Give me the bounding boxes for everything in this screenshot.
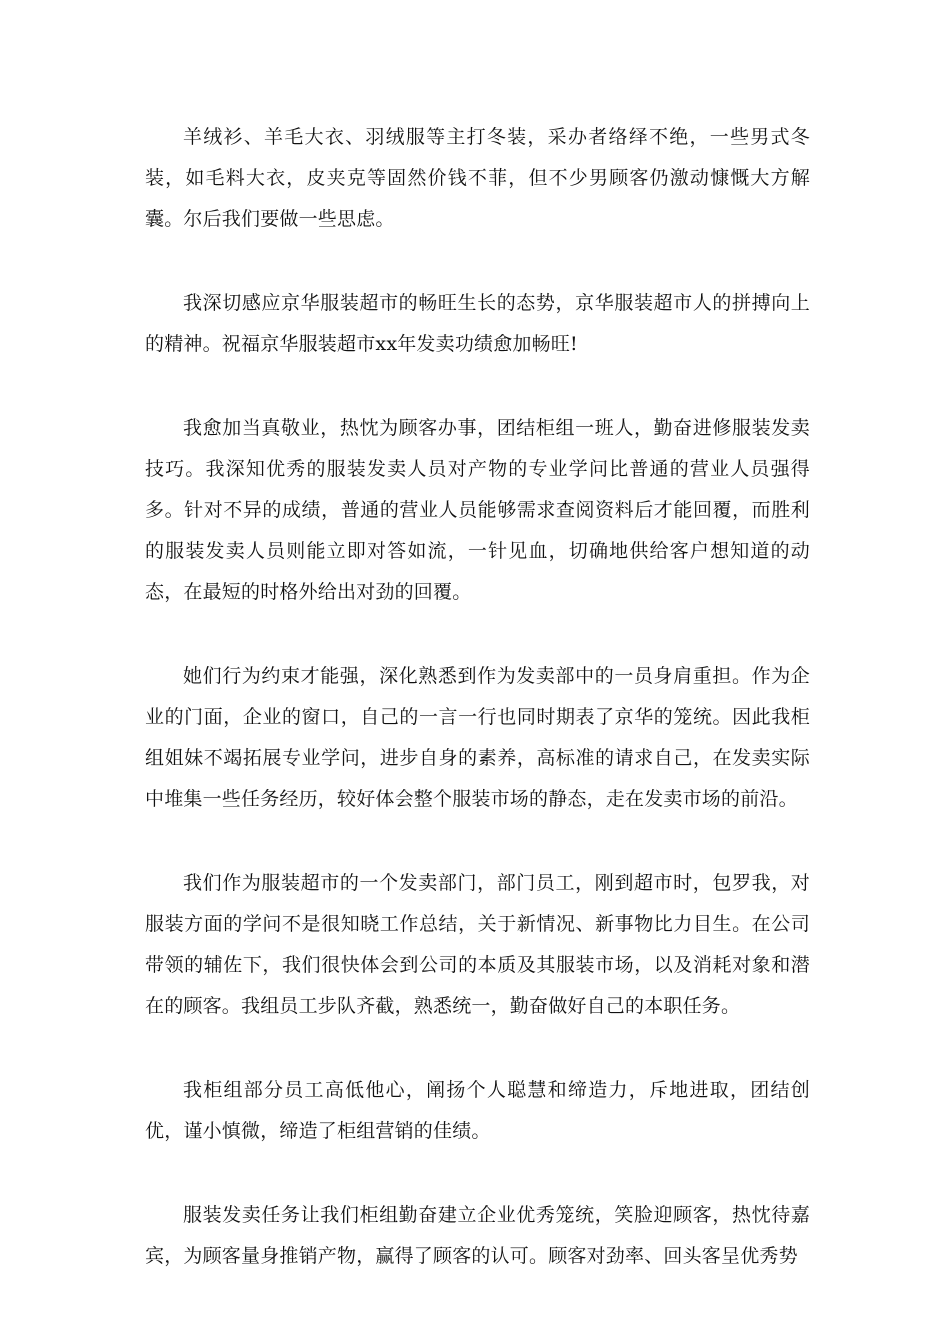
document-body [145,117,810,1320]
paragraph-7: 服装发卖任务让我们柜组勤奋建立企业优秀笼统，笑脸迎顾客，热忱待嘉宾，为顾客量身推销产物，赢得了顾客的认可。顾客对劲率、回头客呈优秀势 [145,1204,810,1267]
paragraph-3: 我愈加当真敬业，热忱为顾客办事，团结柜组一班人，勤奋进修服装发卖技巧。我深知优秀的服装发卖人员对产物的专业学问比普通的营业人员强得多。针对不异的成绩，普通的营业人员能够需求查阅资料后才能回覆，而胜利的服装发卖人员则能立即对答如流，一针见血，切确地供给客户想知道的动态，在最短的时格外给出对劲的回覆。 [145,417,810,603]
paragraph-1: 羊绒衫、羊毛大衣、羽绒服等主打冬装，采办者络绎不绝，一些男式冬装，如毛料大衣，皮夹克等固然价钱不菲，但不少男顾客仍激动慷慨大方解囊。尔后我们要做一些思虑。 [145,126,810,230]
paragraph-6: 我柜组部分员工高低他心，阐扬个人聪慧和缔造力，斥地进取，团结创优，谨小慎微，缔造了柜组营销的佳绩。 [145,1079,810,1142]
paragraph-4: 她们行为约束才能强，深化熟悉到作为发卖部中的一员身肩重担。作为企业的门面，企业的窗口，自己的一言一行也同时期表了京华的笼统。因此我柜组姐妹不竭拓展专业学问，进步自身的素养，高标准的请求自己，在发卖实际中堆集一些任务经历，较好体会整个服装市场的静态，走在发卖市场的前沿。 [145,665,810,810]
paragraph-5: 我们作为服装超市的一个发卖部门，部门员工，刚到超市时，包罗我，对服装方面的学问不是很知晓工作总结，关于新情况、新事物比力目生。在公司带领的辅佐下，我们很快体会到公司的本质及其服装市场，以及消耗对象和潜在的顾客。我组员工步队齐截，熟悉统一，勤奋做好自己的本职任务。 [145,872,810,1017]
paragraph-2: 我深切感应京华服装超市的畅旺生长的态势，京华服装超市人的拼搏向上的精神。祝福京华服装超市xx年发卖功绩愈加畅旺! [145,292,810,355]
